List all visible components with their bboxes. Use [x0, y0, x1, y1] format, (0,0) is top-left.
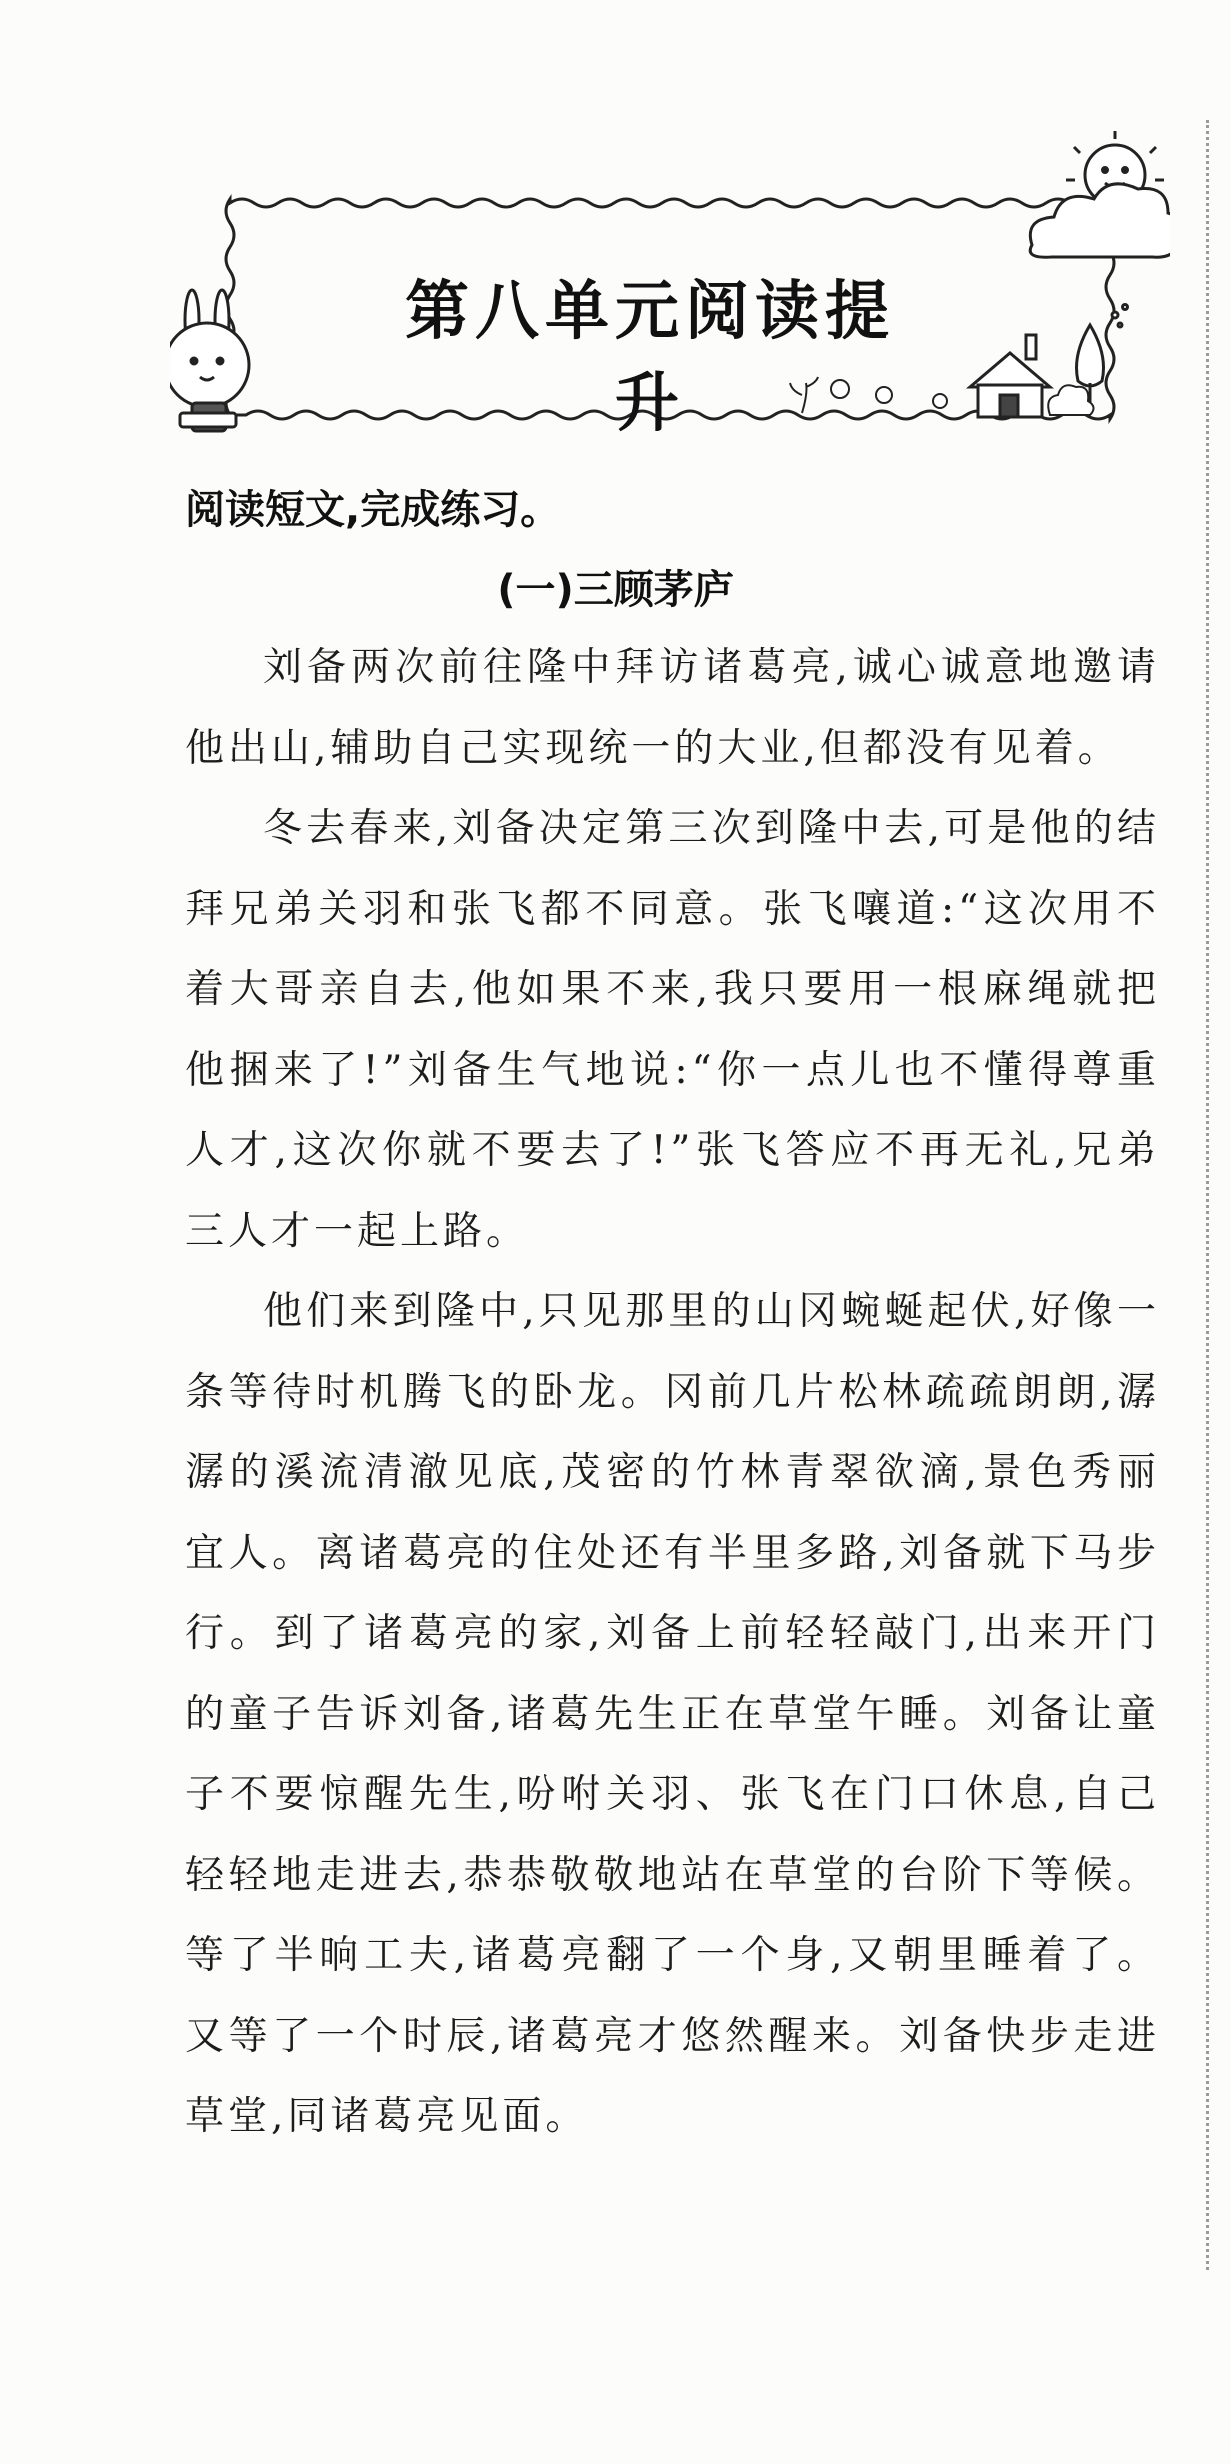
- section-title: (一)三顾茅庐: [497, 567, 734, 613]
- banner-title: 第八单元阅读提升: [405, 275, 895, 441]
- house-icon: [970, 335, 1050, 417]
- margin-dotted-rule: [1206, 120, 1209, 2270]
- instruction-text: 阅读短文,完成练习。: [185, 487, 561, 533]
- paragraph-3: 他们来到隆中,只见那里的山冈蜿蜒起伏,好像一条等待时机腾飞的卧龙。冈前几片松林疏疏朗朗,潺潺的溪流清澈见底,茂密的竹林青翠欲滴,景色秀丽宜人。离诸葛亮的住处还有半里多路,刘备就下马步行。到了诸葛亮的家,刘备上前轻轻敲门,出来开门的童子告诉刘备,诸葛先生正在草堂午睡。刘备让童子不要惊醒先生,吩咐关羽、张飞在门口休息,自己轻轻地走进去,恭恭敬敬地站在草堂的台阶下等候。等了半晌工夫,诸葛亮翻了一个身,又朝里睡着了。又等了一个时辰,诸葛亮才悠然醒来。刘备快步走进草堂,同诸葛亮见面。: [185, 1289, 1160, 2139]
- cloud-icon: [1030, 184, 1170, 257]
- bunny-icon: [170, 290, 249, 431]
- reading-passage: [185, 628, 1160, 2158]
- bush-icon: [1048, 385, 1093, 415]
- unit-banner: [170, 125, 1170, 445]
- paragraph-2: 冬去春来,刘备决定第三次到隆中去,可是他的结拜兄弟关羽和张飞都不同意。张飞嚷道:“这次用不着大哥亲自去,他如果不来,我只要用一根麻绳就把他捆来了!”刘备生气地说:“你一点儿也不懂得尊重人才,这次你就不要去了!”张飞答应不再无礼,兄弟三人才一起上路。: [185, 806, 1160, 1254]
- paragraph-1: 刘备两次前往隆中拜访诸葛亮,诚心诚意地邀请他出山,辅助自己实现统一的大业,但都没有见着。: [185, 645, 1160, 771]
